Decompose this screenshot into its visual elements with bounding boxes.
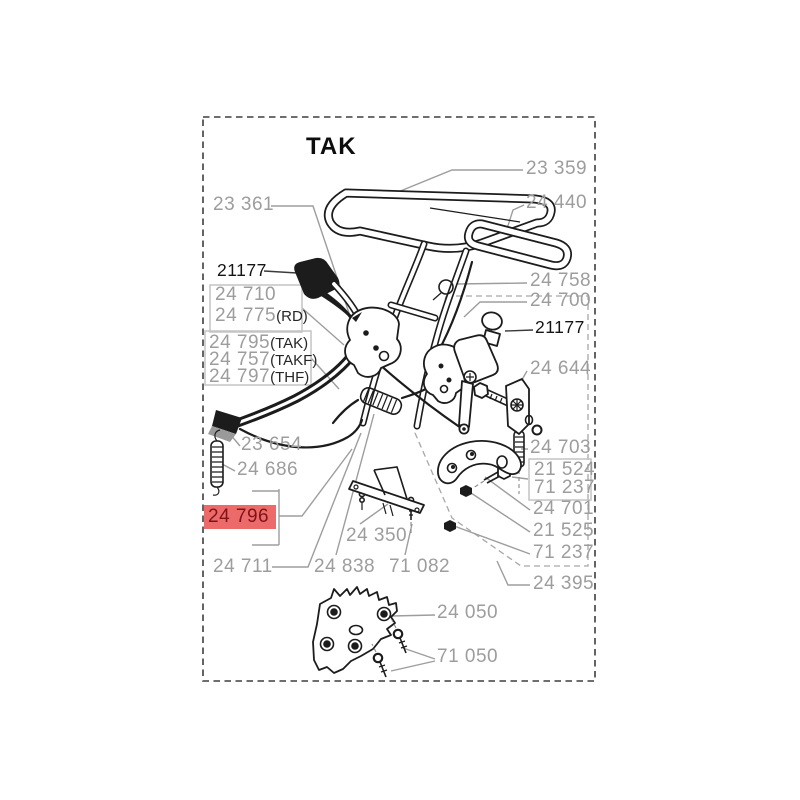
bracket-24350	[349, 467, 424, 516]
part-label-24711[interactable]: 24 711	[213, 556, 273, 577]
engine-plate-24050	[313, 587, 407, 677]
variant-suffix: (RD)	[276, 308, 308, 325]
part-label-24686[interactable]: 24 686	[237, 459, 299, 480]
part-label-71050[interactable]: 71 050	[437, 646, 499, 667]
part-label-21177-right[interactable]: 21177	[535, 317, 585, 337]
part-label-24758[interactable]: 24 758	[530, 270, 592, 291]
part-label-71237-a[interactable]: 71 237	[534, 477, 596, 498]
right-lever-assembly	[454, 310, 541, 434]
variant-suffix: (THF)	[270, 369, 310, 386]
part-label-24703[interactable]: 24 703	[530, 437, 592, 458]
part-label-24440[interactable]: 24 440	[526, 192, 588, 213]
part-label-24701[interactable]: 24 701	[533, 498, 595, 519]
diagram-title: TAK	[306, 133, 357, 160]
part-number: 24 775	[215, 305, 277, 326]
part-label-24775[interactable]	[215, 306, 308, 325]
part-label-23654[interactable]: 23 654	[241, 434, 303, 455]
part-label-24050[interactable]: 24 050	[437, 602, 499, 623]
part-number: 24 795	[209, 332, 271, 353]
part-label-21524[interactable]: 21 524	[534, 459, 596, 480]
part-label-24796-highlighted[interactable]: 24 796	[204, 505, 276, 529]
part-number: 24 757	[209, 349, 271, 370]
variant-suffix: (TAK)	[270, 335, 309, 352]
variant-suffix: (TAKF)	[270, 352, 318, 369]
part-label-21177-left[interactable]: 21177	[217, 260, 267, 280]
part-label-21525[interactable]: 21 525	[533, 520, 595, 541]
part-label-24797[interactable]	[209, 367, 309, 386]
part-label-24838[interactable]: 24 838	[314, 556, 376, 577]
part-label-71237-b[interactable]: 71 237	[533, 542, 595, 563]
part-label-24710[interactable]: 24 710	[215, 284, 277, 305]
part-label-23359[interactable]: 23 359	[526, 158, 588, 179]
part-label-24644[interactable]: 24 644	[530, 358, 592, 379]
part-label-24395[interactable]: 24 395	[533, 573, 595, 594]
part-label-24700[interactable]: 24 700	[530, 290, 592, 311]
part-label-71082[interactable]: 71 082	[389, 556, 451, 577]
part-label-23361[interactable]: 23 361	[213, 194, 275, 215]
part-number: 24 797	[209, 366, 271, 387]
part-label-24350[interactable]: 24 350	[346, 525, 408, 546]
